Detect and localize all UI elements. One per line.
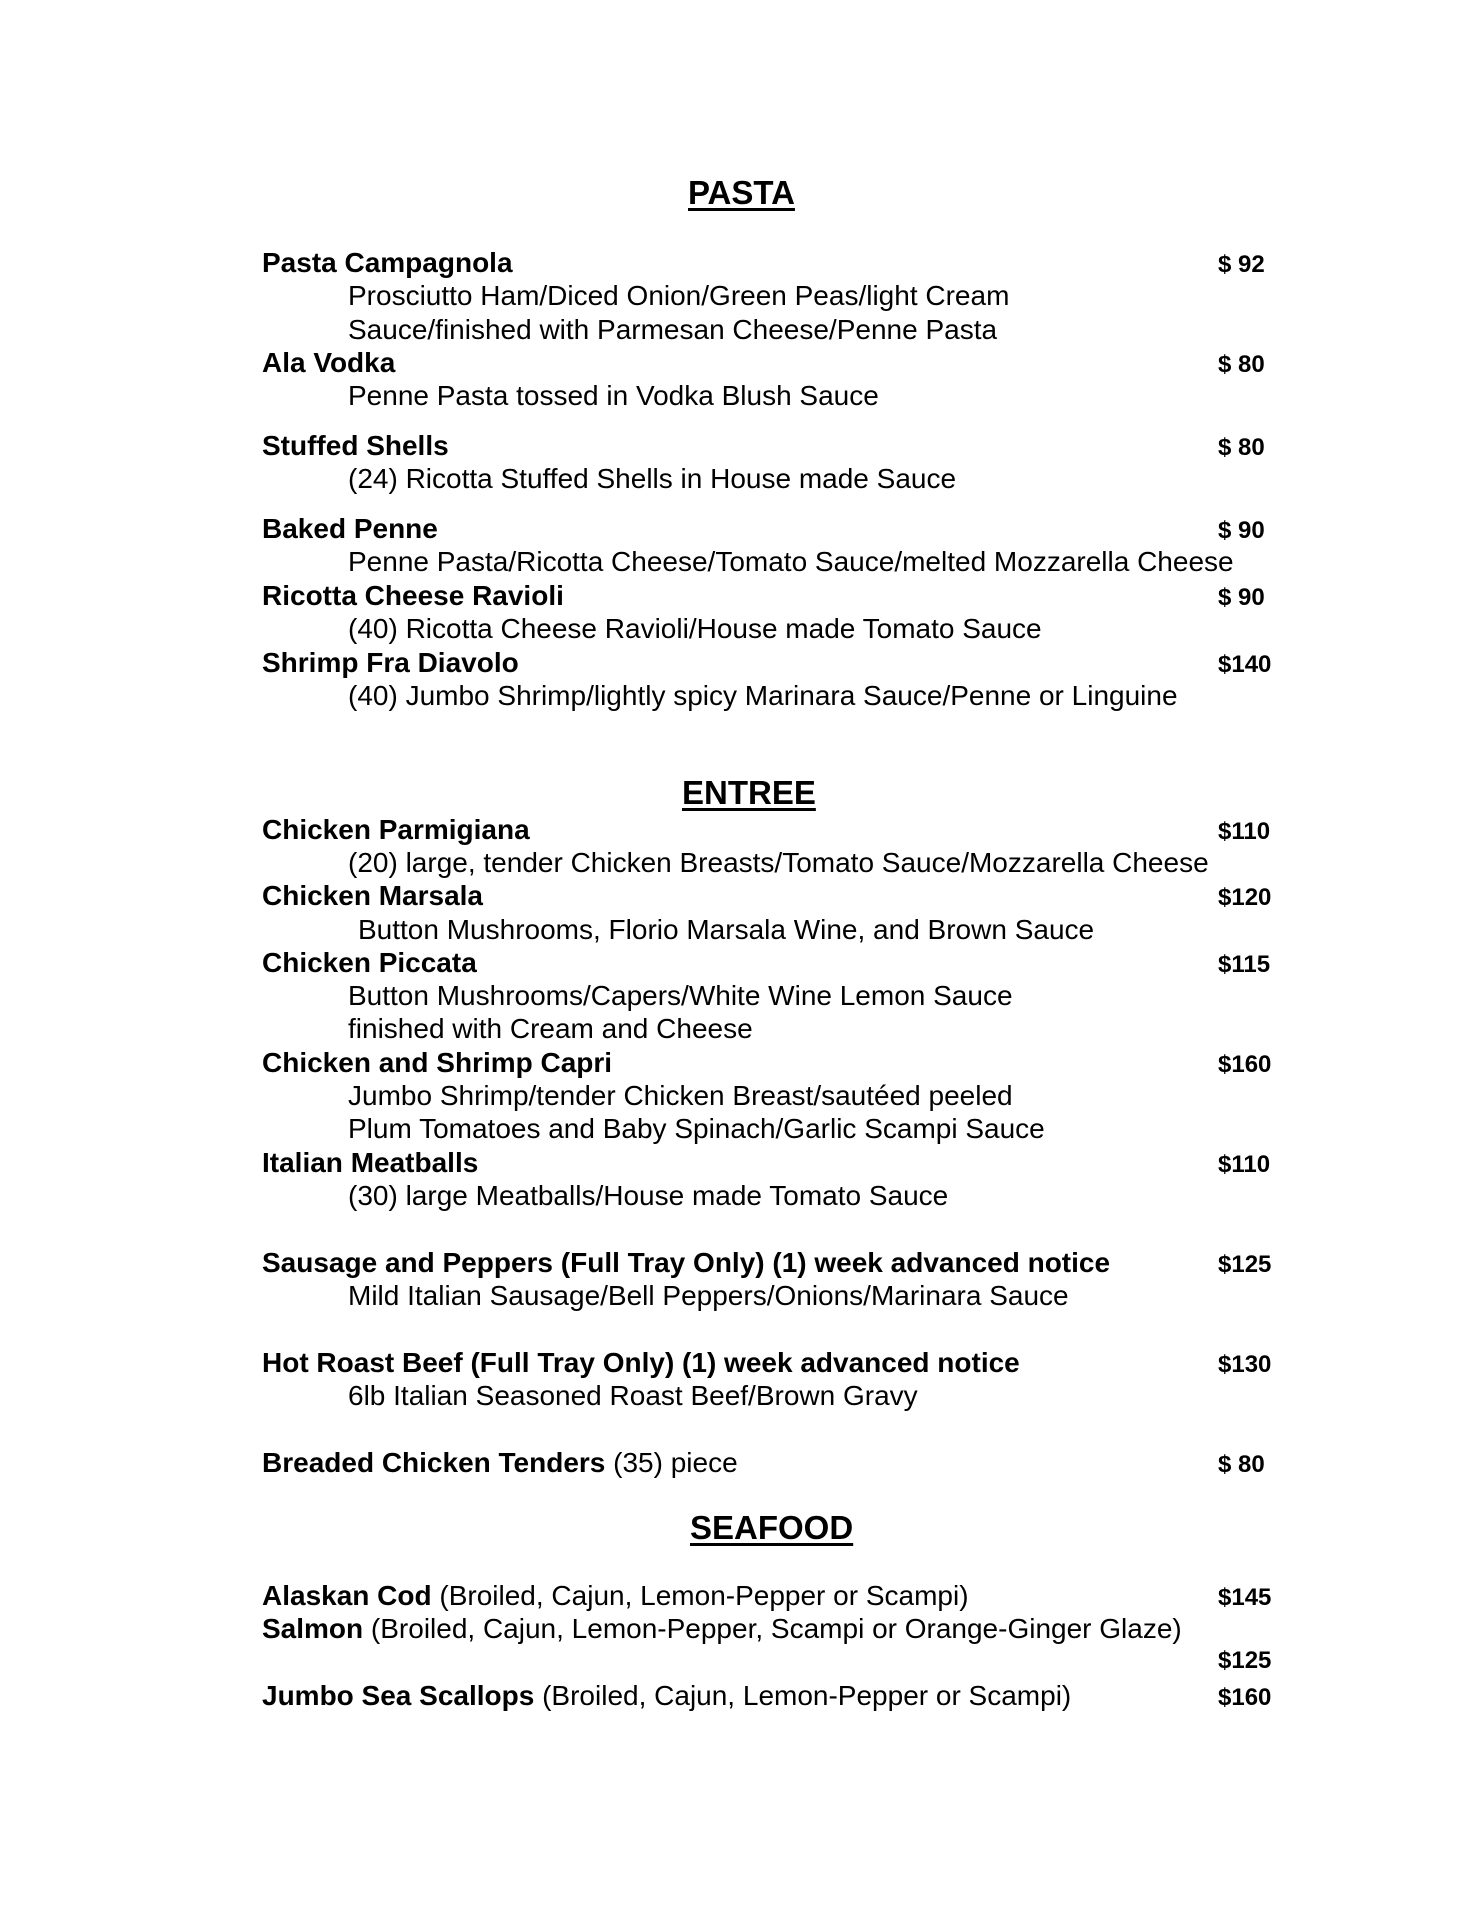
menu-item-name: Chicken and Shrimp Capri [262, 1047, 613, 1078]
menu-item-description: Penne Pasta tossed in Vodka Blush Sauce [348, 380, 879, 411]
menu-item-line [262, 1580, 969, 1612]
menu-item-description: Button Mushrooms, Florio Marsala Wine, and Brown Sauce [358, 914, 1095, 945]
menu-item-price: $ 92 [1218, 251, 1265, 278]
menu-item-description: (24) Ricotta Stuffed Shells in House made Sauce [348, 463, 957, 494]
menu-item-detail: (35) piece [605, 1447, 738, 1478]
menu-item-name: Chicken Parmigiana [262, 814, 530, 845]
menu-item-detail: (Broiled, Cajun, Lemon-Pepper or Scampi) [534, 1680, 1072, 1711]
menu-item-description: Sauce/finished with Parmesan Cheese/Penne Pasta [348, 314, 998, 345]
menu-item-price: $130 [1218, 1351, 1272, 1378]
menu-item-price: $160 [1218, 1051, 1272, 1078]
menu-item-description: Prosciutto Ham/Diced Onion/Green Peas/light Cream [348, 280, 1010, 311]
section-title-entree: ENTREE [682, 774, 816, 811]
menu-item-price: $115 [1218, 951, 1271, 978]
menu-item-description: Jumbo Shrimp/tender Chicken Breast/sautéed peeled [348, 1080, 1013, 1111]
menu-item-description: 6lb Italian Seasoned Roast Beef/Brown Gravy [348, 1380, 918, 1411]
menu-item-name: Hot Roast Beef (Full Tray Only) (1) week advanced notice [262, 1347, 1020, 1378]
menu-item-description: (40) Ricotta Cheese Ravioli/House made Tomato Sauce [348, 613, 1042, 644]
menu-item-price: $120 [1218, 884, 1272, 911]
section-title-seafood: SEAFOOD [690, 1509, 854, 1546]
menu-item-price: $ 90 [1218, 517, 1265, 544]
menu-item-line [262, 1680, 1071, 1712]
menu-item-name: Chicken Piccata [262, 947, 477, 978]
menu-item-price: $160 [1218, 1684, 1272, 1711]
menu-item-description: Button Mushrooms/Capers/White Wine Lemon Sauce [348, 980, 1013, 1011]
menu-item-detail: (Broiled, Cajun, Lemon-Pepper, Scampi or Orange-Ginger Glaze) [363, 1613, 1182, 1644]
menu-item-description: finished with Cream and Cheese [348, 1013, 753, 1044]
menu-item-name: Salmon [262, 1613, 364, 1644]
menu-item-price: $110 [1218, 818, 1271, 845]
menu-item-line [262, 1447, 738, 1479]
menu-item-price: $ 90 [1218, 584, 1265, 611]
menu-item-name: Italian Meatballs [262, 1147, 479, 1178]
menu-item-name: Baked Penne [262, 513, 438, 544]
menu-item-name: Ricotta Cheese Ravioli [262, 580, 564, 611]
menu-item-price: $145 [1218, 1584, 1272, 1611]
menu-item-description: (30) large Meatballs/House made Tomato Sauce [348, 1180, 949, 1211]
menu-item-price: $ 80 [1218, 351, 1265, 378]
menu-item-price: $110 [1218, 1151, 1271, 1178]
menu-item-price: $ 80 [1218, 1451, 1265, 1478]
section-title-pasta: PASTA [688, 174, 795, 211]
menu-item-description: Penne Pasta/Ricotta Cheese/Tomato Sauce/melted Mozzarella Cheese [348, 546, 1234, 577]
menu-item-name: Pasta Campagnola [262, 247, 513, 278]
menu-item-name: Chicken Marsala [262, 880, 483, 911]
menu-item-name: Jumbo Sea Scallops [262, 1680, 535, 1711]
menu-item-line [262, 1613, 1182, 1645]
menu-item-name: Stuffed Shells [262, 430, 449, 461]
menu-item-description: (40) Jumbo Shrimp/lightly spicy Marinara Sauce/Penne or Linguine [348, 680, 1178, 711]
menu-item-price: $125 [1218, 1647, 1272, 1674]
menu-item-description: Mild Italian Sausage/Bell Peppers/Onions/Marinara Sauce [348, 1280, 1069, 1311]
menu-item-name: Shrimp Fra Diavolo [262, 647, 519, 678]
menu-item-detail: (Broiled, Cajun, Lemon-Pepper or Scampi) [431, 1580, 969, 1611]
menu-item-description: Plum Tomatoes and Baby Spinach/Garlic Scampi Sauce [348, 1113, 1045, 1144]
menu-item-name: Breaded Chicken Tenders [262, 1447, 606, 1478]
menu-item-name: Sausage and Peppers (Full Tray Only) (1) week advanced notice [262, 1247, 1111, 1278]
menu-item-name: Ala Vodka [262, 347, 396, 378]
menu-item-price: $125 [1218, 1251, 1272, 1278]
menu-item-name: Alaskan Cod [262, 1580, 432, 1611]
menu-item-price: $140 [1218, 651, 1272, 678]
menu-item-price: $ 80 [1218, 434, 1265, 461]
menu-item-description: (20) large, tender Chicken Breasts/Tomato Sauce/Mozzarella Cheese [348, 847, 1209, 878]
